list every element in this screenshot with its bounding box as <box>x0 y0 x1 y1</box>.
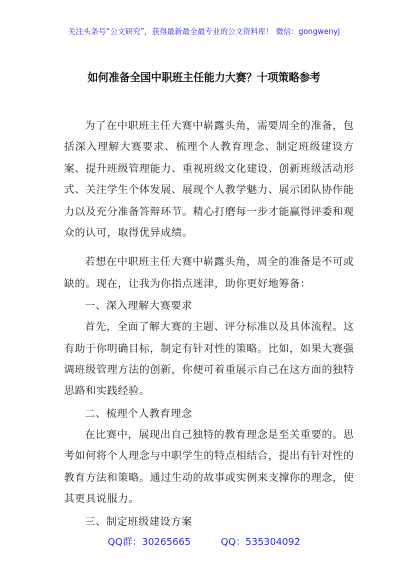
footer-qq-group: QQ群：30265665 <box>107 537 191 548</box>
lead-paragraph: 若想在中职班主任大赛中崭露头角，周全的准备是不可或缺的。现在，让我为你指点迷津，助你更好地筹备： <box>64 256 354 290</box>
document-body <box>64 116 354 533</box>
section-heading-1: 一、深入理解大赛要求 <box>84 300 193 313</box>
header-banner: 关注头条号“公文研究”，获得最新最全最专业的公文资料库！ 微信：gongwenyj <box>68 27 340 36</box>
document-title: 如何准备全国中职班主任能力大赛？十项策略参考 <box>87 72 321 84</box>
section-text-2: 在比赛中，展现出自己独特的教育理念是至关重要的。思考如何将个人理念与中职学生的特点相结合，提出有针对性的教育方法和策略。通过生动的故事或实例来支撑你的理念，使其更具说服力。 <box>64 428 354 506</box>
footer-contact <box>0 534 408 548</box>
section-text-1: 首先，全面了解大赛的主题、评分标准以及具体流程。这有助于你明确目标，制定有针对性的策略。比如，如果大赛强调班级管理方法的创新，你便可着重展示自己在这方面的独特思路和实践经验。 <box>64 321 354 398</box>
footer-qq: QQ：535304092 <box>220 537 301 548</box>
section-heading-3: 三、制定班级建设方案 <box>84 515 193 528</box>
intro-paragraph: 为了在中职班主任大赛中崭露头角，需要周全的准备，包括深入理解大赛要求、梳理个人教育理念、制定班级建设方案、提升班级管理能力、重视班级文化建设、创新班级活动形式、关注学生个体发展、展现个人教学魅力、展示团队协作能力以及充分准备答辩环节。精心打磨每一步才能赢得评委和观众的认可，取得优异成绩。 <box>64 120 354 240</box>
section-heading-2: 二、梳理个人教育理念 <box>84 407 193 420</box>
